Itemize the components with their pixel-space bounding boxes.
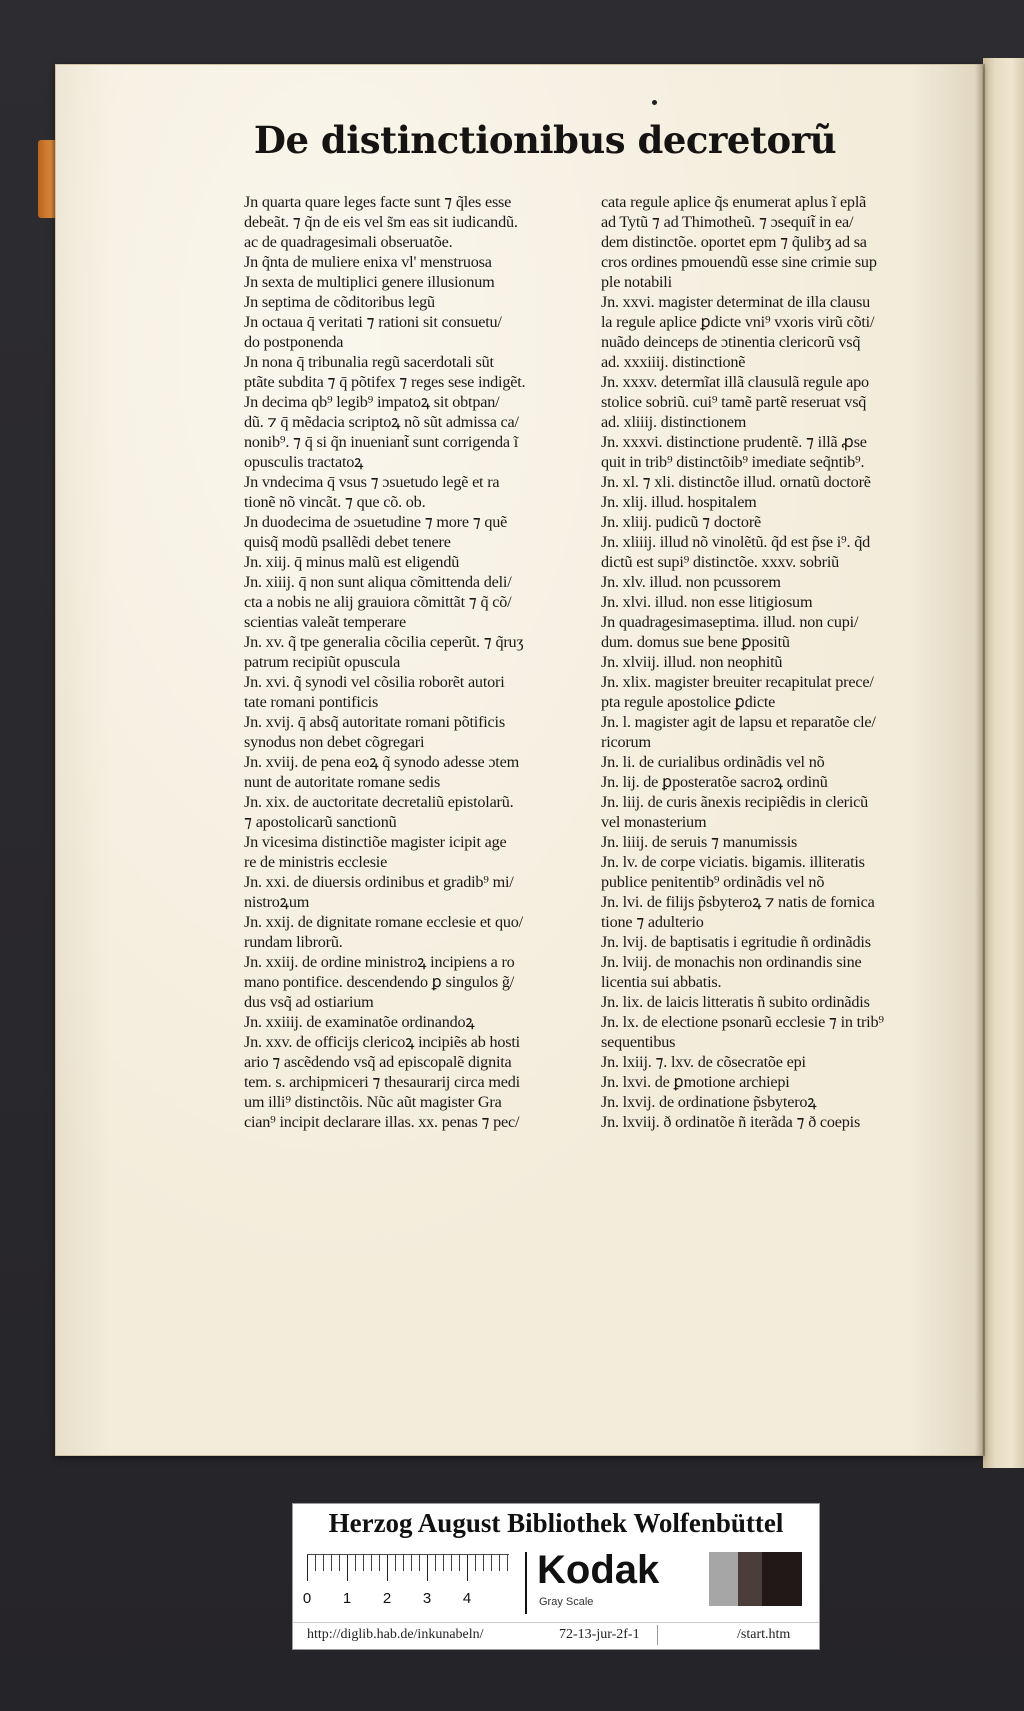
text-line: synodus non debet cõgregari (244, 733, 425, 751)
text-line: Jn. lvij. de baptisatis i egritudie ñ ordinãdis (601, 933, 871, 951)
text-line: Jn. xviij. de pena eoꝝ q̃ synodo adesse ɔtem (244, 753, 519, 771)
text-line: Jn. xxxv. determĩat illã clausulã regule apo (601, 373, 869, 391)
text-line: Jn. lx. de electione psonarũ ecclesie ⁊ in trib⁹ (601, 1013, 884, 1031)
text-line: ario ⁊ ascẽdendo vsq̃ ad episcopalẽ dignita (244, 1053, 512, 1071)
text-line: Jn. xxi. de diuersis ordinibus et gradib⁹ mi/ (244, 873, 514, 891)
text-line: cros ordines pmouendũ esse sine crimie sup (601, 253, 877, 271)
text-line: cian⁹ incipit declarare illas. xx. penas ⁊ pec/ (244, 1113, 520, 1131)
text-line: Jn septima de cõditoribus legũ (244, 293, 435, 311)
text-line: Jn. xliij. pudicũ ⁊ doctorẽ (601, 513, 762, 531)
ruler-number: 2 (382, 1590, 392, 1607)
text-line: Jn. xvij. q̄ absq̃ autoritate romani põtificis (244, 713, 505, 731)
text-line: do postponenda (244, 333, 344, 351)
text-line: sequentibus (601, 1033, 676, 1051)
gray-scale-label: Gray Scale (539, 1596, 594, 1608)
text-line: vel monasterium (601, 813, 707, 831)
text-line: dictũ est supi⁹ distinctõe. xxxv. sobriũ (601, 553, 840, 571)
ruler-number: 1 (342, 1590, 352, 1607)
text-line: cta a nobis ne alij grauiora cõmittãt ⁊ q̃ cõ/ (244, 593, 512, 611)
text-line: Jn. xlix. magister breuiter recapitulat prece/ (601, 673, 874, 691)
text-line: Jn. xix. de auctoritate decretaliũ epistolarũ. (244, 793, 514, 811)
ruler-number: 4 (462, 1590, 472, 1607)
text-line: cata regule aplice q̃s enumerat aplus ĩ eplã (601, 193, 867, 211)
text-line: dum. domus sue bene ꝑpositũ (601, 633, 790, 651)
gray-swatch-dark (762, 1552, 802, 1606)
text-line: quit in trib⁹ distinctõib⁹ imediate seq̃ntib⁹. (601, 453, 865, 471)
text-line: ad Tytũ ⁊ ad Thimotheũ. ⁊ ɔsequit̃ in ea/ (601, 213, 854, 231)
text-line: Jn nona q̄ tribunalia regũ sacerdotali sũt (244, 353, 494, 371)
text-line: Jn sexta de multiplici genere illusionum (244, 273, 495, 291)
text-line: Jn. xxv. de officijs clericoꝝ incipiẽs ab hosti (244, 1033, 520, 1051)
library-name: Herzog August Bibliothek Wolfenbüttel (328, 1508, 784, 1538)
text-line: ⁊ apostolicarũ sanctionũ (244, 813, 397, 831)
text-line: Jn. xlvi. illud. non esse litigiosum (601, 593, 813, 611)
text-line: Jn. lxvi. de ꝑmotione archiepi (601, 1073, 790, 1091)
text-line: nunt de autoritate romane sedis (244, 773, 441, 791)
text-line: stolice sobriũ. cui⁹ tamẽ partẽ reseruat vsq̃ (601, 393, 867, 411)
text-line: Jn. xxiij. de ordine ministroꝝ incipiens a ro (244, 953, 515, 971)
text-line: Jn decima qb⁹ legib⁹ impatoꝝ sit obtpan/ (244, 393, 500, 411)
text-line: ple notabili (601, 273, 672, 291)
text-line: Jn vicesima distinctiõe magister icipit age (244, 833, 507, 851)
ruler-number: 0 (302, 1590, 312, 1607)
kodak-brand: Kodak (537, 1548, 660, 1592)
text-line: scientias valeãt temperare (244, 613, 406, 631)
text-line: pta regule apostolice ꝑdicte (601, 693, 776, 711)
text-line: Jn. lxviij. ð ordinatõe ñ iterãda ⁊ ð coepis (601, 1113, 861, 1131)
source-url[interactable]: http://diglib.hab.de/inkunabeln/ (307, 1627, 484, 1642)
text-line: Jn. xl. ⁊ xli. distinctõe illud. ornatũ doctorẽ (601, 473, 871, 491)
text-line: um illi⁹ distinctõis. Nũc aũt magister Gra (244, 1093, 502, 1111)
text-line: ricorum (601, 733, 651, 751)
text-line: Jn. xxvi. magister determinat de illa clausu (601, 293, 871, 311)
text-line: Jn. lij. de ꝑposteratõe sacroꝝ ordinũ (601, 773, 828, 791)
text-line: dem distinctõe. oportet epm ⁊ q̃ulibʒ ad sa (601, 233, 867, 251)
text-line: publice penitentib⁹ ordinãdis vel nõ (601, 873, 825, 891)
footer-divider (657, 1625, 658, 1645)
text-line: nonib⁹. ⁊ q̄ si q̃n inueniant̃ sunt corrigenda ĩ (244, 433, 518, 451)
text-line: dũ. ⁊ q̄ mẽdacia scriptoꝝ nõ sũt admissa ca/ (244, 413, 519, 431)
text-line: Jn vndecima q̄ vsus ⁊ ɔsuetudo legẽ et ra (244, 473, 500, 491)
text-line: tione ⁊ adulterio (601, 913, 704, 931)
page-heading: De distinctionibus decretorũ (253, 118, 837, 162)
text-line: ptãte subdita ⁊ q̄ põtifex ⁊ reges sese indigẽt. (244, 373, 526, 391)
text-line: Jn. lv. de corpe viciatis. bigamis. illiteratis (601, 853, 865, 871)
text-line: ad. xliiij. distinctionem (601, 413, 747, 431)
target-footer (293, 1622, 819, 1647)
scale-ruler (307, 1554, 509, 1585)
text-line: Jn. li. de curialibus ordinãdis vel nõ (601, 753, 825, 771)
text-line: ad. xxxiiij. distinctionẽ (601, 353, 746, 371)
text-line: opusculis tractatoꝝ (244, 453, 364, 471)
text-line: re de ministris ecclesie (244, 853, 388, 871)
text-line: licentia sui abbatis. (601, 973, 722, 991)
ruler-major-tick (427, 1555, 428, 1581)
ruler-major-tick (387, 1555, 388, 1581)
ruler-number: 3 (422, 1590, 432, 1607)
text-line: Jn quadragesimaseptima. illud. non cupi/ (601, 613, 859, 631)
text-line: Jn. xxxvi. distinctione prudentẽ. ⁊ illã ꝓse (601, 433, 867, 451)
text-line: Jn. lviij. de monachis non ordinandis sine (601, 953, 862, 971)
text-line: nuãdo deinceps de ɔtinentia clericorũ vsq̃ (601, 333, 861, 351)
text-line: Jn. xlij. illud. hospitalem (601, 493, 757, 511)
text-line: rundam librorũ. (244, 933, 343, 951)
text-line: Jn. lvi. de filijs p̃sbyteroꝝ ⁊ natis de fornica (601, 893, 875, 911)
start-link[interactable]: /start.htm (737, 1627, 791, 1642)
ruler-major-tick (307, 1555, 308, 1581)
left-text-column (244, 192, 582, 1132)
text-line: Jn q̃nta de muliere enixa vl' menstruosa (244, 253, 492, 271)
shelfmark-id: 72-13-jur-2f-1 (559, 1627, 640, 1642)
text-line: patrum recipiũt opuscula (244, 653, 401, 671)
text-line: Jn. lxiij. ⁊. lxv. de cõsecratõe epi (601, 1053, 806, 1071)
text-line: Jn duodecima de ɔsuetudine ⁊ more ⁊ quẽ (244, 513, 508, 531)
text-line: Jn. xliiij. illud nõ vinolẽtũ. q̃d est p̃se i⁹. q̃d (601, 533, 870, 551)
text-line: Jn. lxvij. de ordinatione p̃sbyteroꝝ (601, 1093, 817, 1111)
right-text-column (601, 192, 931, 1132)
ruler-major-tick (347, 1555, 348, 1581)
text-line: Jn quarta quare leges facte sunt ⁊ q̃les esse (244, 193, 512, 211)
text-line: Jn. xlv. illud. non pcussorem (601, 573, 781, 591)
text-line: Jn. xlviij. illud. non neophitũ (601, 653, 783, 671)
text-line: la regule aplice ꝑdicte vni⁹ vxoris virũ cõti/ (601, 313, 875, 331)
kodak-logo (525, 1548, 660, 1614)
text-line: debeãt. ⁊ q̃n de eis vel s̃m eas sit iudicandũ. (244, 213, 518, 231)
facing-page-edge (983, 58, 1024, 1468)
text-line: tionẽ nõ vincãt. ⁊ que cõ. ob. (244, 493, 426, 511)
text-line: Jn. xiiij. q̄ non sunt aliqua cõmittenda deli/ (244, 573, 512, 591)
text-line: Jn. xv. q̃ tpe generalia cõcilia ceperũt. ⁊ q̃ruʒ (244, 633, 524, 651)
text-line: tem. s. archipmiceri ⁊ thesaurarij circa medi (244, 1073, 520, 1091)
text-line: nistroꝝum (244, 893, 310, 911)
ink-dot (652, 100, 657, 105)
text-line: Jn octaua q̄ veritati ⁊ rationi sit consuetu/ (244, 313, 502, 331)
ruler-major-tick (467, 1555, 468, 1581)
text-line: Jn. xxiiij. de examinatõe ordinandoꝝ (244, 1013, 475, 1031)
text-line: quisq̃ modũ psallẽdi debet tenere (244, 533, 451, 551)
text-line: dus vsq̃ ad ostiarium (244, 993, 374, 1011)
text-line: Jn. liiij. de seruis ⁊ manumissis (601, 833, 798, 851)
text-line: Jn. xvi. q̃ synodi vel cõsilia roborẽt autori (244, 673, 505, 691)
text-line: ac de quadragesimali obseruatõe. (244, 233, 453, 251)
text-line: mano pontifice. descendendo ꝑ singulos g̃/ (244, 973, 515, 991)
color-target-card (292, 1503, 820, 1650)
text-line: Jn. xxij. de dignitate romane ecclesie et quo/ (244, 913, 523, 931)
text-line: Jn. xiij. q̄ minus malũ est eligendũ (244, 553, 460, 571)
text-line: Jn. l. magister agit de lapsu et reparatõe cle/ (601, 713, 876, 731)
gutter-shadow (975, 64, 985, 1456)
text-line: tate romani pontificis (244, 693, 379, 711)
text-line: Jn. lix. de laicis litteratis ñ subito ordinãdis (601, 993, 870, 1011)
text-line: Jn. liij. de curis ãnexis recipiẽdis in clericũ (601, 793, 869, 811)
